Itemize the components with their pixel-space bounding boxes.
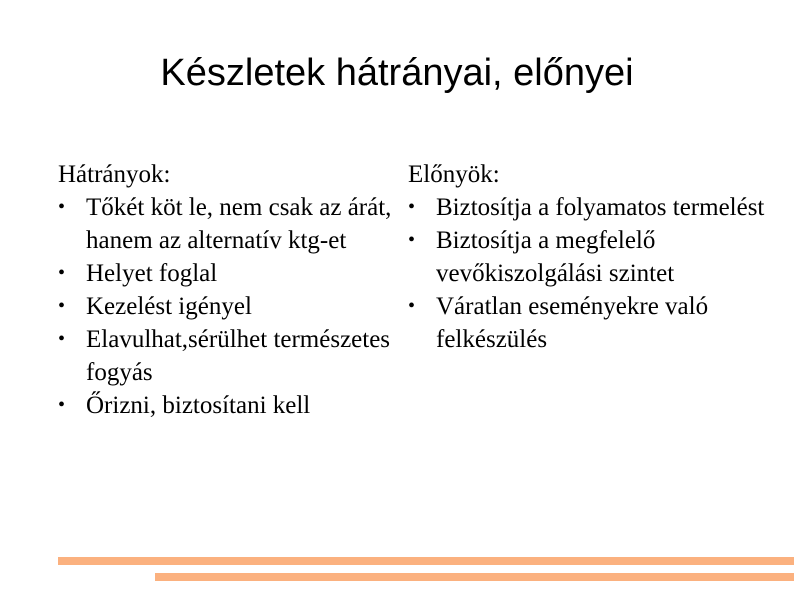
- slide-title: Készletek hátrányai, előnyei: [160, 52, 634, 94]
- disadvantages-column: [58, 158, 398, 422]
- bullet-icon: •: [408, 229, 416, 251]
- list-item: [58, 389, 398, 422]
- list-item: [58, 290, 398, 323]
- list-item: [58, 257, 398, 290]
- list-item-text: Elavulhat,sérülhet természetes fogyás: [86, 326, 391, 386]
- list-item-text: Tőkét köt le, nem csak az árát, hanem az alternatív ktg-et: [86, 194, 392, 254]
- list-item: [58, 323, 398, 389]
- bullet-icon: •: [58, 394, 66, 416]
- bullet-icon: •: [58, 328, 66, 350]
- accent-bar-top: [58, 557, 794, 565]
- list-item: [408, 290, 778, 356]
- list-item-text: Biztosítja a megfelelő vevőkiszolgálási szintet: [436, 227, 675, 287]
- disadvantages-heading: Hátrányok:: [58, 161, 171, 188]
- list-item-text: Biztosítja a folyamatos termelést: [436, 194, 765, 221]
- advantages-heading: Előnyök:: [408, 161, 500, 188]
- bullet-icon: •: [58, 295, 66, 317]
- bullet-icon: •: [58, 262, 66, 284]
- bullet-icon: •: [58, 196, 66, 218]
- bullet-icon: •: [408, 295, 416, 317]
- bullet-icon: •: [408, 196, 416, 218]
- list-item-text: Helyet foglal: [86, 260, 218, 287]
- list-item-text: Kezelést igényel: [86, 293, 252, 320]
- list-item: [408, 191, 778, 224]
- list-item-text: Őrizni, biztosítani kell: [86, 392, 311, 419]
- disadvantages-list: [58, 191, 398, 422]
- advantages-list: [408, 191, 778, 356]
- list-item-text: Váratlan eseményekre való felkészülés: [436, 293, 709, 353]
- advantages-column: [408, 158, 778, 356]
- list-item: [58, 191, 398, 257]
- accent-bar-bottom: [155, 573, 794, 581]
- list-item: [408, 224, 778, 290]
